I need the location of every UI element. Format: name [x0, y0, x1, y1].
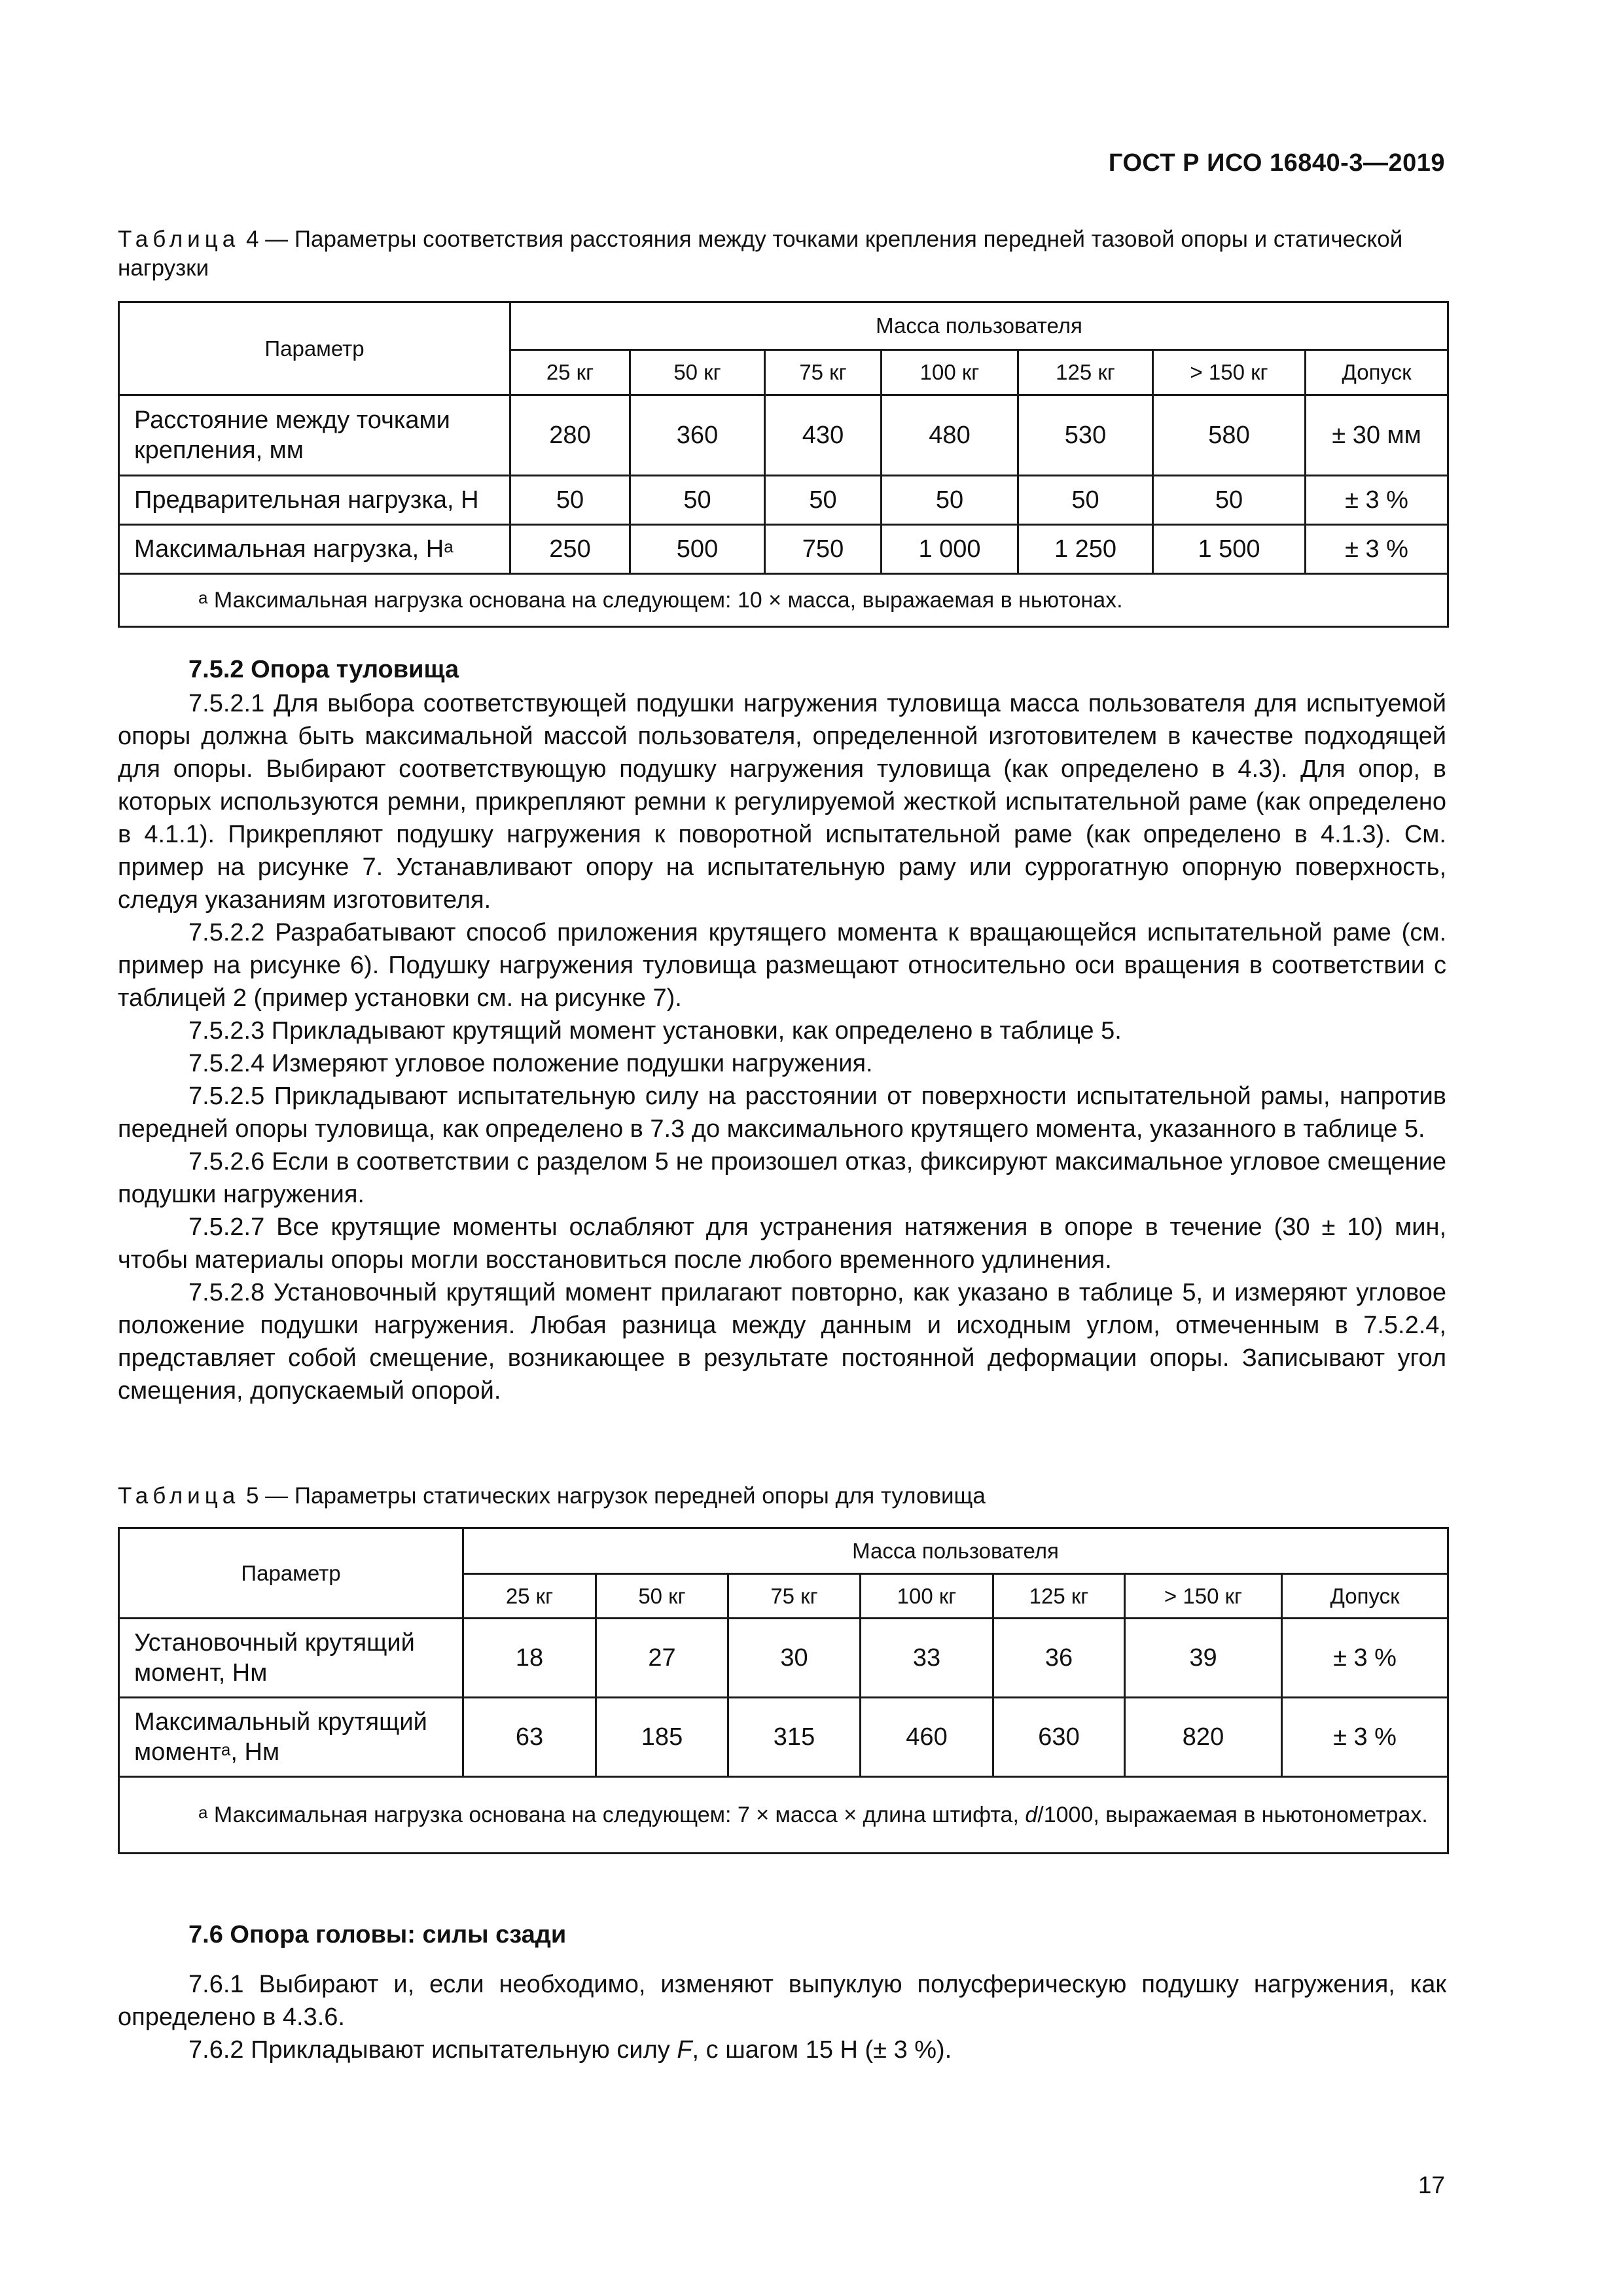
- table-cell: 430: [765, 395, 882, 476]
- table5: [118, 1527, 1449, 1854]
- table-cell: ± 3 %: [1306, 476, 1448, 525]
- standard-designation: ГОСТ Р ИСО 16840-3—2019: [1108, 149, 1445, 177]
- table-cell: 1 500: [1153, 525, 1306, 574]
- table4-col-header: 75 кг: [765, 350, 882, 395]
- table4-param-header: Параметр: [119, 302, 510, 395]
- table-cell: 50: [765, 476, 882, 525]
- table-cell: 63: [463, 1698, 596, 1777]
- table4-footnote: $^a$ Максимальная нагрузка основана на следующем: 10 × масса, выражаемая в ньютонах.: [119, 574, 1448, 627]
- table5-col-header: Допуск: [1282, 1574, 1448, 1619]
- table4-caption-text: 4 — Параметры соответствия расстояния между точками крепления передней тазовой опоры и статической нагрузки: [118, 226, 1403, 281]
- table4-mass-header: Масса пользователя: [510, 302, 1448, 350]
- paragraph: 7.5.2.6 Если в соответствии с разделом 5 не произошел отказ, фиксируют максимальное угловое смещение подушки нагружения.: [118, 1148, 1446, 1208]
- table-cell: 50: [1018, 476, 1153, 525]
- table-cell: 580: [1153, 395, 1306, 476]
- table-cell: 530: [1018, 395, 1153, 476]
- table5-caption-label: Таблица: [118, 1483, 240, 1509]
- table-row: [119, 476, 1448, 525]
- paragraph: 7.5.2.1 Для выбора соответствующей подушки нагружения туловища масса пользователя для испытуемой опоры должна быть максимальной массой пользователя, определенной изготовителем в качестве подходящей для опоры. Выбирают соответствующую подушку нагружения туловища (как определено в 4.3). Для опор, в которых используются ремни, прикрепляют ремни к регулируемой жесткой испытательной раме (как определено в 4.1.1). Прикрепляют подушку нагружения к поворотной испытательной раме (как определено в 4.1.3). См. пример на рисунке 7. Устанавливают опору на испытательную раму или суррогатную опорную поверхность, следуя указаниям изготовителя.: [118, 690, 1446, 914]
- table-cell: 250: [510, 525, 630, 574]
- table-row: [119, 1619, 1448, 1698]
- table-cell: 360: [630, 395, 765, 476]
- table4-col-header: Допуск: [1306, 350, 1448, 395]
- table4-row-label: Максимальная нагрузка, $Н^a$: [119, 525, 510, 574]
- table5-row-label: Установочный крутящий момент, Нм: [119, 1619, 463, 1698]
- table5-col-header: 50 кг: [596, 1574, 728, 1619]
- table-cell: 50: [1153, 476, 1306, 525]
- table-cell: 500: [630, 525, 765, 574]
- paragraph: 7.5.2.5 Прикладывают испытательную силу на расстоянии от поверхности испытательной рамы, напротив передней опоры туловища, как определено в 7.3 до максимального крутящего момента, указанного в таблице 5.: [118, 1083, 1446, 1143]
- table5-col-header: > 150 кг: [1125, 1574, 1282, 1619]
- table-cell: 36: [993, 1619, 1125, 1698]
- table-cell: 39: [1125, 1619, 1282, 1698]
- table5-mass-header: Масса пользователя: [463, 1528, 1448, 1574]
- table-cell: 30: [728, 1619, 861, 1698]
- table4-col-header: 25 кг: [510, 350, 630, 395]
- table5-param-header: Параметр: [119, 1528, 463, 1619]
- paragraph: 7.6.1 Выбирают и, если необходимо, изменяют выпуклую полусферическую подушку нагружения, как определено в 4.3.6.: [118, 1971, 1446, 2031]
- table-cell: 750: [765, 525, 882, 574]
- table5-col-header: 125 кг: [993, 1574, 1125, 1619]
- section-heading-7-5-2: 7.5.2 Опора туловища: [188, 656, 459, 683]
- table-row: [119, 525, 1448, 574]
- table-cell: 185: [596, 1698, 728, 1777]
- table4-caption-label: Таблица: [118, 226, 240, 252]
- paragraph: 7.5.2.7 Все крутящие моменты ослабляют для устранения натяжения в опоре в течение (30 ± 10) мин, чтобы материалы опоры могли восстановиться после любого временного удлинения.: [118, 1213, 1446, 1274]
- table5-row-label: Максимальный крутящий момент$^a$, Нм: [119, 1698, 463, 1777]
- table4-caption: [118, 225, 1446, 283]
- table-cell: 480: [882, 395, 1018, 476]
- section-heading-7-6: 7.6 Опора головы: силы сзади: [188, 1921, 567, 1948]
- table5-caption: [118, 1482, 1446, 1511]
- table-cell: 50: [882, 476, 1018, 525]
- table5-col-header: 75 кг: [728, 1574, 861, 1619]
- table-cell: 460: [861, 1698, 993, 1777]
- table5-col-header: 100 кг: [861, 1574, 993, 1619]
- footnote-marker: a: [198, 588, 208, 607]
- table-cell: ± 30 мм: [1306, 395, 1448, 476]
- table-cell: 820: [1125, 1698, 1282, 1777]
- table-cell: 1 250: [1018, 525, 1153, 574]
- table-row: [119, 395, 1448, 476]
- table-row: [119, 1698, 1448, 1777]
- table-cell: 27: [596, 1619, 728, 1698]
- table4-col-header: 50 кг: [630, 350, 765, 395]
- table4-row-label: Предварительная нагрузка, Н: [119, 476, 510, 525]
- table-cell: ± 3 %: [1282, 1619, 1448, 1698]
- table-cell: ± 3 %: [1306, 525, 1448, 574]
- table4-row-label: Расстояние между точками крепления, мм: [119, 395, 510, 476]
- table5-col-header: 25 кг: [463, 1574, 596, 1619]
- section-7-5-2-body: [118, 687, 1446, 1407]
- table4-col-header: > 150 кг: [1153, 350, 1306, 395]
- paragraph: 7.5.2.2 Разрабатывают способ приложения крутящего момента к вращающейся испытательной раме (см. пример на рисунке 6). Подушку нагружения туловища размещают относительно оси вращения в соответствии с таблицей 2 (пример установки см. на рисунке 7).: [118, 919, 1446, 1012]
- page-number: 17: [1418, 2172, 1445, 2198]
- table4-col-header: 125 кг: [1018, 350, 1153, 395]
- paragraph: 7.6.2 Прикладывают испытательную силу F, с шагом 15 Н (± 3 %).: [188, 2036, 952, 2064]
- table-cell: ± 3 %: [1282, 1698, 1448, 1777]
- table5-footnote: $^a$ Максимальная нагрузка основана на следующем: 7 × масса × длина штифта, d/1000, выражаемая в ньютонометрах.: [119, 1777, 1448, 1854]
- table-cell: 1 000: [882, 525, 1018, 574]
- footnote-marker: a: [198, 1803, 208, 1822]
- table4: [118, 301, 1449, 628]
- footnote-marker: a: [221, 1740, 231, 1759]
- table-cell: 280: [510, 395, 630, 476]
- table-cell: 315: [728, 1698, 861, 1777]
- section-7-6-body: [118, 1968, 1446, 2066]
- paragraph: 7.5.2.3 Прикладывают крутящий момент установки, как определено в таблице 5.: [188, 1017, 1122, 1045]
- footnote-marker: a: [444, 537, 454, 556]
- paragraph: 7.5.2.4 Измеряют угловое положение подушки нагружения.: [188, 1050, 873, 1077]
- table-cell: 18: [463, 1619, 596, 1698]
- paragraph: 7.5.2.8 Установочный крутящий момент прилагают повторно, как указано в таблице 5, и измеряют угловое положение подушки нагружения. Любая разница между данным и исходным углом, отмеченным в 7.5.2.4, представляет собой смещение, возникающее в результате постоянной деформации опоры. Записывают угол смещения, допускаемый опорой.: [118, 1279, 1446, 1405]
- table-cell: 630: [993, 1698, 1125, 1777]
- table5-caption-text: 5 — Параметры статических нагрузок передней опоры для туловища: [240, 1483, 986, 1509]
- table4-col-header: 100 кг: [882, 350, 1018, 395]
- table-cell: 33: [861, 1619, 993, 1698]
- table-cell: 50: [510, 476, 630, 525]
- table-cell: 50: [630, 476, 765, 525]
